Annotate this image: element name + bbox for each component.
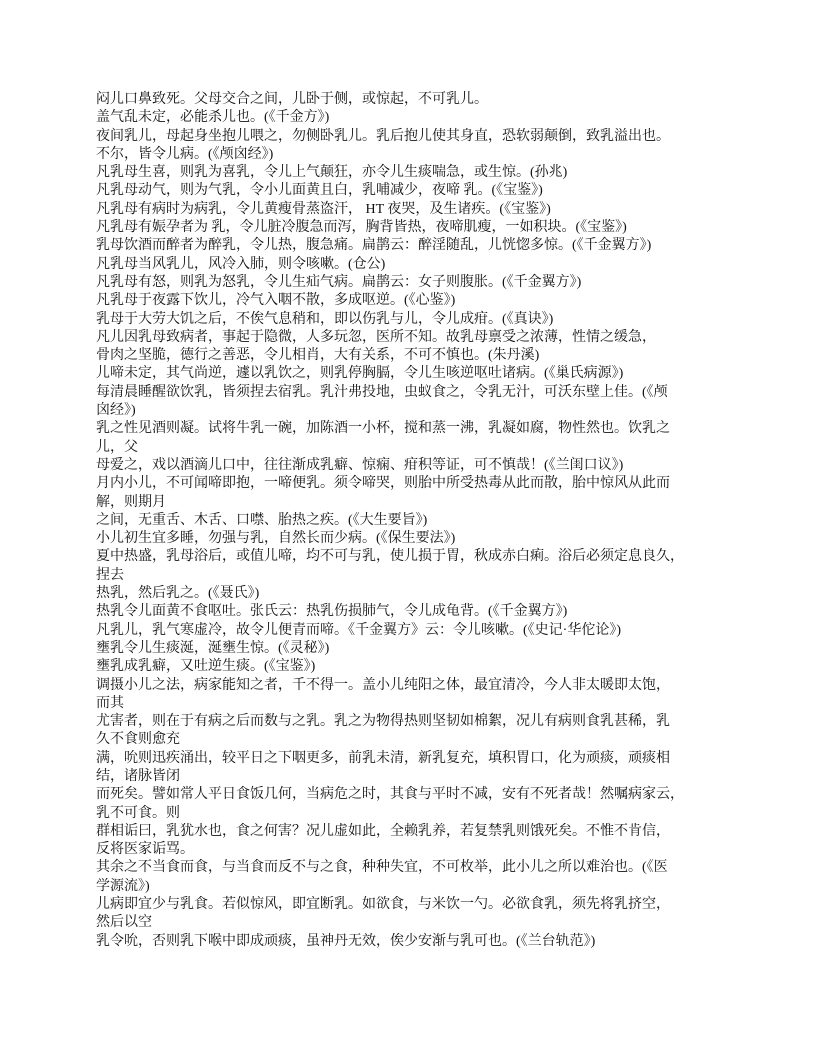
text-line: 月内小儿，不可闻啼即抱，一啼便乳。须令啼哭，则胎中所受热毒从此而散，胎中惊风从此而 [96, 476, 670, 492]
text-line: 凡儿因乳母致病者，事起于隐微，人多玩忽，医所不知。故乳母禀受之浓薄，性情之缓急， [96, 329, 656, 345]
text-line: 乳母于大劳大饥之后，不俟气息稍和，即以伤乳与儿，令儿成疳。(《真诀》) [96, 311, 554, 327]
text-line: 凡乳儿，乳气寒虚冷，故令儿便青而啼。《千金翼方》云：令儿咳嗽。(《史记·华佗论》) [96, 622, 621, 638]
text-line: 凡乳母有怒，则乳为怒乳，令儿生疝气病。扁鹊云：女子则腹胀。(《千金翼方》) [96, 274, 582, 290]
text-line: 乳之性见酒则凝。试将牛乳一碗，加陈酒一小杯，搅和蒸一沸，乳凝如腐，物性然也。饮乳之 [96, 421, 670, 437]
text-line: 乳母饮酒而醉者为醉乳，令儿热，腹急痛。扁鹊云：醉淫随乱，儿恍惚多惊。(《千金翼方》) [96, 238, 652, 254]
text-line: 盖气乱未定，必能杀儿也。(《千金方》) [96, 110, 330, 126]
text-line: 闷儿口鼻致死。父母交合之间，儿卧于侧，或惊起，不可乳儿。 [96, 92, 488, 107]
text-line: 乳令吮，否则乳下喉中即成顽痰，虽神丹无效，俟少安渐与乳可也。(《兰台轨范》) [96, 933, 596, 949]
text-line: 囟经》) [96, 403, 136, 419]
text-line: 解，则期月 [96, 494, 166, 510]
text-line: 热乳，然后乳之。(《聂氏》) [96, 586, 260, 602]
text-line: 之间，无重舌、木舌、口噤、胎热之疾。(《大生要旨》) [96, 512, 428, 528]
text-line: 凡乳母当风乳儿，风冷入肺，则令咳嗽。(仓公) [96, 256, 386, 272]
text-line: 群相诟曰，乳犹水也，食之何害？况儿虚如此，全赖乳养，若复禁乳则饿死矣。不惟不肯信， [96, 823, 670, 839]
text-line: 凡乳母有病时为病乳，令儿黄瘦骨蒸盗汗， HT 夜哭，及生诸疾。(《宝鉴》) [96, 201, 551, 217]
text-line: 壅乳成乳癖，又吐逆生痰。(《宝鉴》) [96, 659, 316, 675]
text-line: 凡乳母于夜露下饮儿，冷气入咽不散，多成呕逆。(《心鉴》) [96, 293, 456, 309]
text-line: 其余之不当食而食，与当食而反不与之食，种种失宜，不可枚举，此小儿之所以难治也。(《医 [96, 860, 668, 876]
text-line: 凡乳母生喜，则乳为喜乳，令儿上气颠狂，亦令儿生痰喘急，或生惊。(孙兆) [96, 165, 568, 181]
text-line: 调摄小儿之法，病家能知之者，千不得一。盖小儿纯阳之体，最宜清冷，今人非太暖即太饱， [96, 677, 670, 693]
text-line: 满，吮则迅疾涌出，较平日之下咽更多，前乳未清，新乳复充，填积胃口，化为顽痰，顽痰相 [96, 750, 670, 766]
text-line: 凡乳母有娠孕者为 乳，令儿脏冷腹急而泻，胸背皆热，夜啼肌瘦，一如积块。(《宝鉴》) [96, 220, 627, 236]
text-line: 骨肉之坚脆，德行之善恶，令儿相肖，大有关系，不可不慎也。(朱丹溪) [96, 348, 540, 364]
text-line: 尤害者，则在于有病之后而数与之乳。乳之为物得热则坚韧如棉絮，况儿有病则食乳甚稀，乳 [96, 714, 670, 730]
text-line: 每清晨睡醒欲饮乳，皆须捏去宿乳。乳汁弗投地，虫蚁食之，令乳无汁，可沃东壁上佳。(《颅 [96, 384, 668, 400]
text-line: 反将医家诟骂。 [96, 842, 194, 858]
text-line: 夜间乳儿，母起身坐抱儿喂之，勿侧卧乳儿。乳后抱儿使其身直，恐软弱颠倒，致乳溢出也。 [96, 128, 670, 144]
text-line: 夏中热盛，乳母浴后，或值儿啼，均不可与乳，使儿损于胃，秋成赤白痢。浴后必须定息良久， [96, 549, 684, 565]
text-line: 而其 [96, 695, 124, 711]
text-line: 母爱之，戏以酒滴儿口中，往往渐成乳癖、惊痫、疳积等证，可不慎哉！(《兰闺口议》) [96, 457, 624, 473]
text-line: 结，诸脉皆闭 [96, 768, 180, 784]
text-line: 捏去 [96, 567, 124, 583]
document-body [96, 91, 746, 951]
text-line: 乳不可食。则 [96, 805, 180, 821]
text-line: 壅乳令儿生痰涎，涎壅生惊。(《灵秘》) [96, 640, 330, 656]
text-line: 凡乳母动气，则为气乳，令小儿面黄且白，乳哺减少，夜啼 乳。(《宝鉴》) [96, 183, 543, 199]
text-line: 小儿初生宜多睡，勿强与乳，自然长而少病。(《保生要法》) [96, 531, 456, 547]
text-line: 不尔，皆令儿病。(《颅囟经》) [96, 146, 274, 162]
text-line: 学源流》) [96, 878, 150, 894]
text-line: 而死矣。譬如常人平日食饭几何，当病危之时，其食与平时不减，安有不死者哉！然嘱病家云， [96, 787, 684, 803]
text-line: 热乳令儿面黄不食呕吐。张氏云：热乳伤损肺气，令儿成龟背。(《千金翼方》) [96, 604, 568, 620]
text-line: 儿病即宜少与乳食。若似惊风，即宜断乳。如欲食，与米饮一勺。必欲食乳，须先将乳挤空， [96, 897, 670, 913]
text-line: 然后以空 [96, 915, 152, 931]
text-line: 儿啼未定，其气尚逆，遽以乳饮之，则乳停胸膈，令儿生咳逆呕吐诸病。(《巢氏病源》) [96, 366, 624, 382]
text-line: 儿，父 [96, 439, 138, 455]
text-line: 久不食则愈充 [96, 732, 180, 748]
